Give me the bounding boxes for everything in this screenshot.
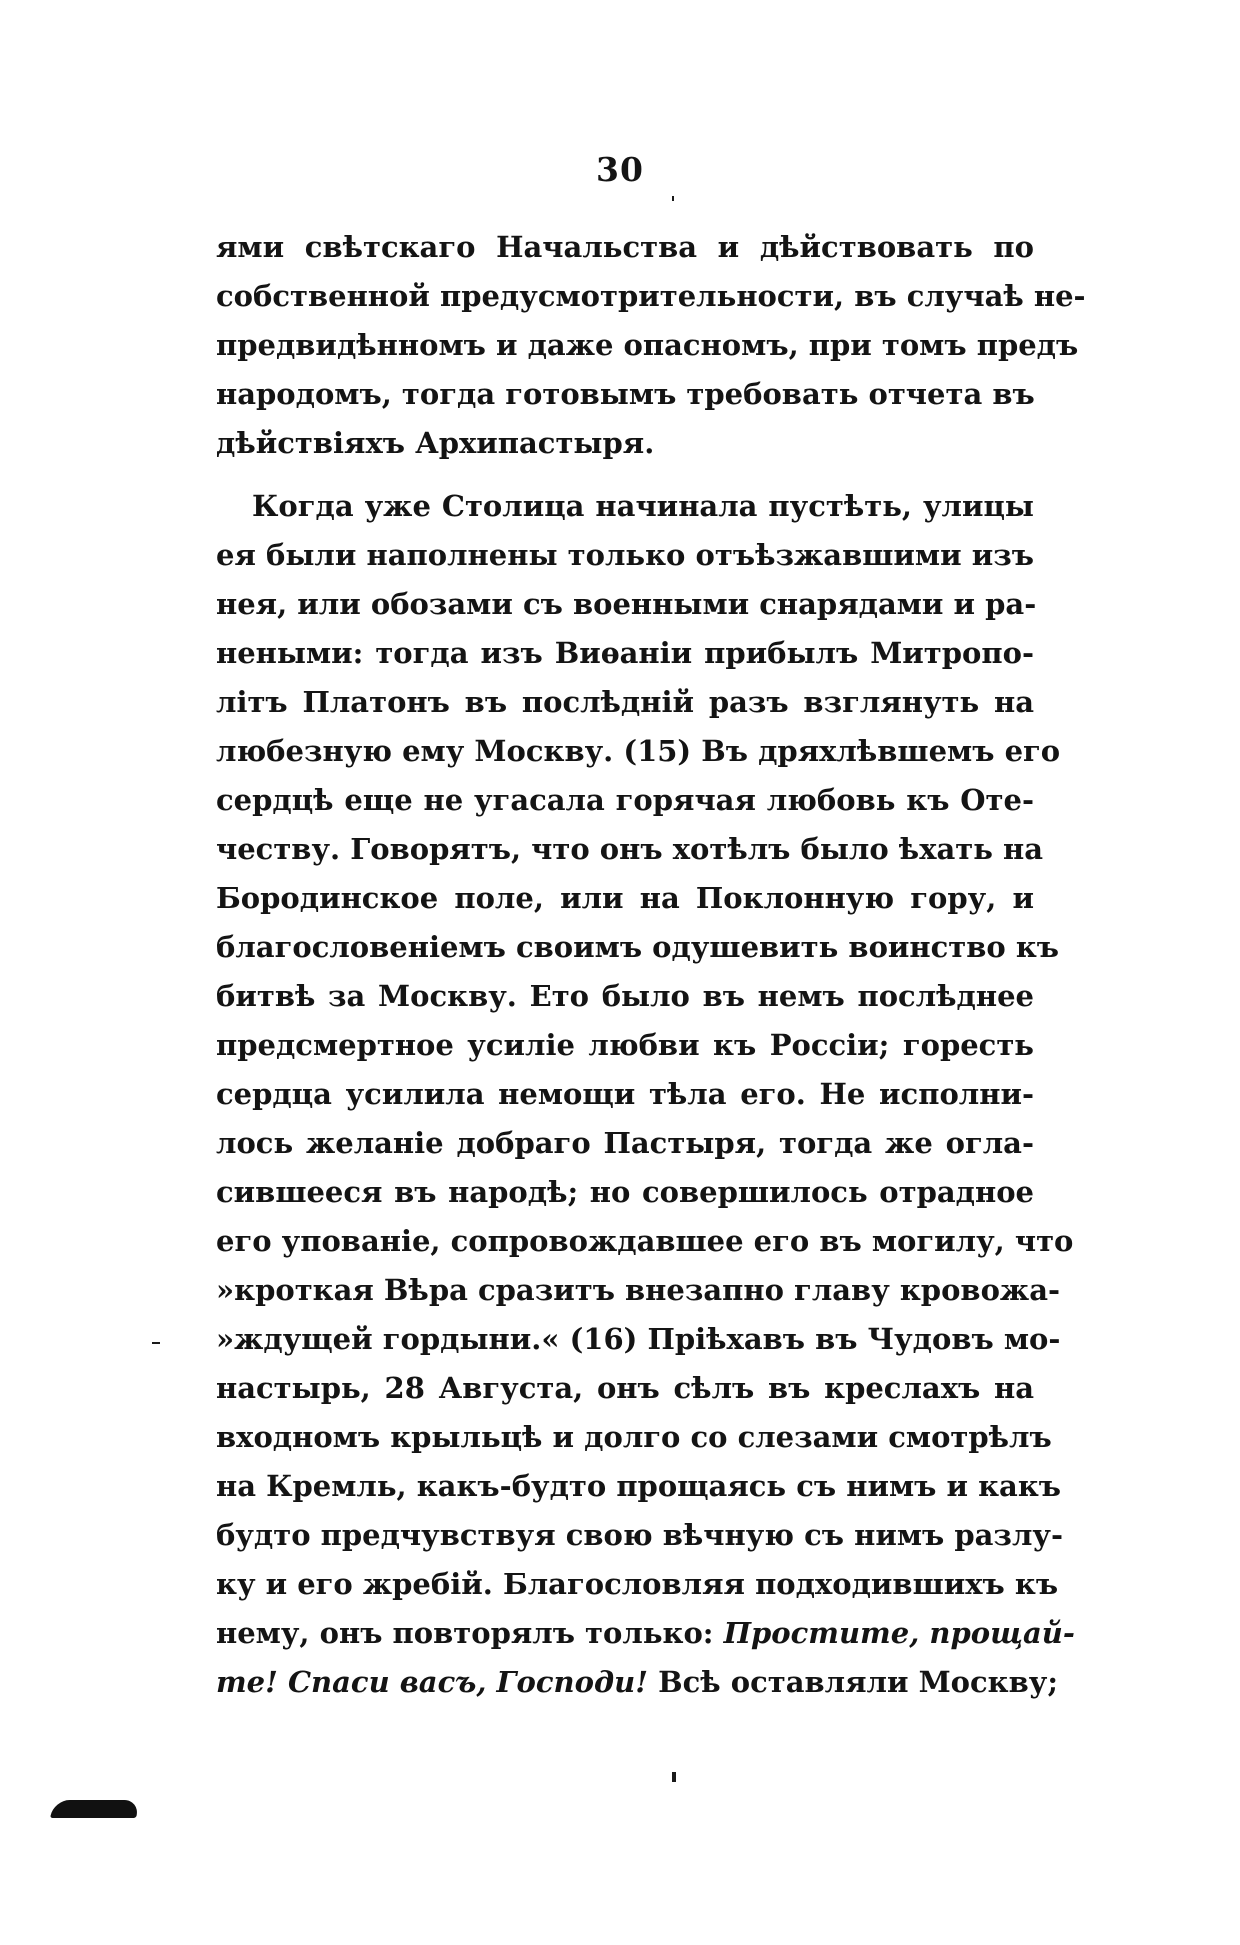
text-line: »ждущей гордыни.« (16) Пріѣхавъ въ Чудовъ мо- (216, 1322, 1061, 1356)
text-line: честву. Говорятъ, что онъ хотѣлъ было ѣхать на (216, 832, 1044, 866)
text-line: предвидѣнномъ и даже опасномъ, при томъ предъ (216, 328, 1079, 362)
paragraph-gap (216, 468, 1034, 482)
scan-speck (672, 1772, 676, 1782)
text-line: собственной предусмотрительности, въ случаѣ не- (216, 279, 1086, 313)
text-line: сердцѣ еще не угасала горячая любовь къ Оте- (216, 783, 1034, 817)
text-line: любезную ему Москву. (15) Въ дряхлѣвшемъ его (216, 734, 1061, 768)
text-line-mixed (216, 1609, 1075, 1658)
italic-text-run: те! Спаси васъ, Господи! (216, 1665, 648, 1699)
scan-speck (152, 1342, 160, 1344)
text-line: неными: тогда изъ Виѳаніи прибылъ Митропо- (216, 636, 1034, 670)
page-number: 30 (596, 150, 644, 189)
scan-smudge (50, 1800, 140, 1818)
page-body (216, 223, 1086, 1707)
text-line: лось желаніе добраго Пастыря, тогда же огла- (216, 1126, 1034, 1160)
text-line: дѣйствіяхъ Архипастыря. (216, 426, 655, 460)
text-line: сившееся въ народѣ; но совершилось отрадное (216, 1175, 1034, 1209)
text-line: на Кремль, какъ-будто прощаясь съ нимъ и какъ (216, 1469, 1062, 1503)
text-line: народомъ, тогда готовымъ требовать отчета въ (216, 377, 1035, 411)
text-line: ку и его жребій. Благословляя подходившихъ къ (216, 1567, 1059, 1601)
text-line: Бородинское поле, или на Поклонную гору, и (216, 881, 1034, 915)
text-line: »кроткая Вѣра сразитъ внезапно главу кровожа- (216, 1273, 1061, 1307)
text-line: его упованіе, сопровождавшее его въ могилу, что (216, 1224, 1074, 1258)
scan-speck (672, 196, 674, 201)
text-line: битвѣ за Москву. Ето было въ немъ послѣднее (216, 979, 1034, 1013)
text-line: сердца усилила немощи тѣла его. Не исполни- (216, 1077, 1034, 1111)
text-line: входномъ крыльцѣ и долго со слезами смотрѣлъ (216, 1420, 1052, 1454)
text-line: Когда уже Столица начинала пустѣть, улицы (252, 489, 1034, 523)
text-line: будто предчувствуя свою вѣчную съ нимъ разлу- (216, 1518, 1063, 1552)
text-line: ея были наполнены только отъѣзжавшими изъ (216, 538, 1034, 572)
text-line: настырь, 28 Августа, онъ сѣлъ въ креслахъ на (216, 1371, 1034, 1405)
text-line: благословеніемъ своимъ одушевить воинство къ (216, 930, 1060, 964)
text-line: літъ Платонъ въ послѣдній разъ взглянуть на (216, 685, 1034, 719)
text-line: предсмертное усиліе любви къ Россіи; горесть (216, 1028, 1034, 1062)
text-line-mixed (216, 1658, 1059, 1707)
text-line: нея, или обозами съ военными снарядами и ра- (216, 587, 1037, 621)
text-line: ями свѣтскаго Начальства и дѣйствовать по (216, 230, 1034, 264)
italic-text-run: Простите, прощай- (723, 1616, 1075, 1650)
text-run: Всѣ оставляли Москву; (658, 1665, 1059, 1699)
text-run: нему, онъ повторялъ только: (216, 1616, 714, 1650)
